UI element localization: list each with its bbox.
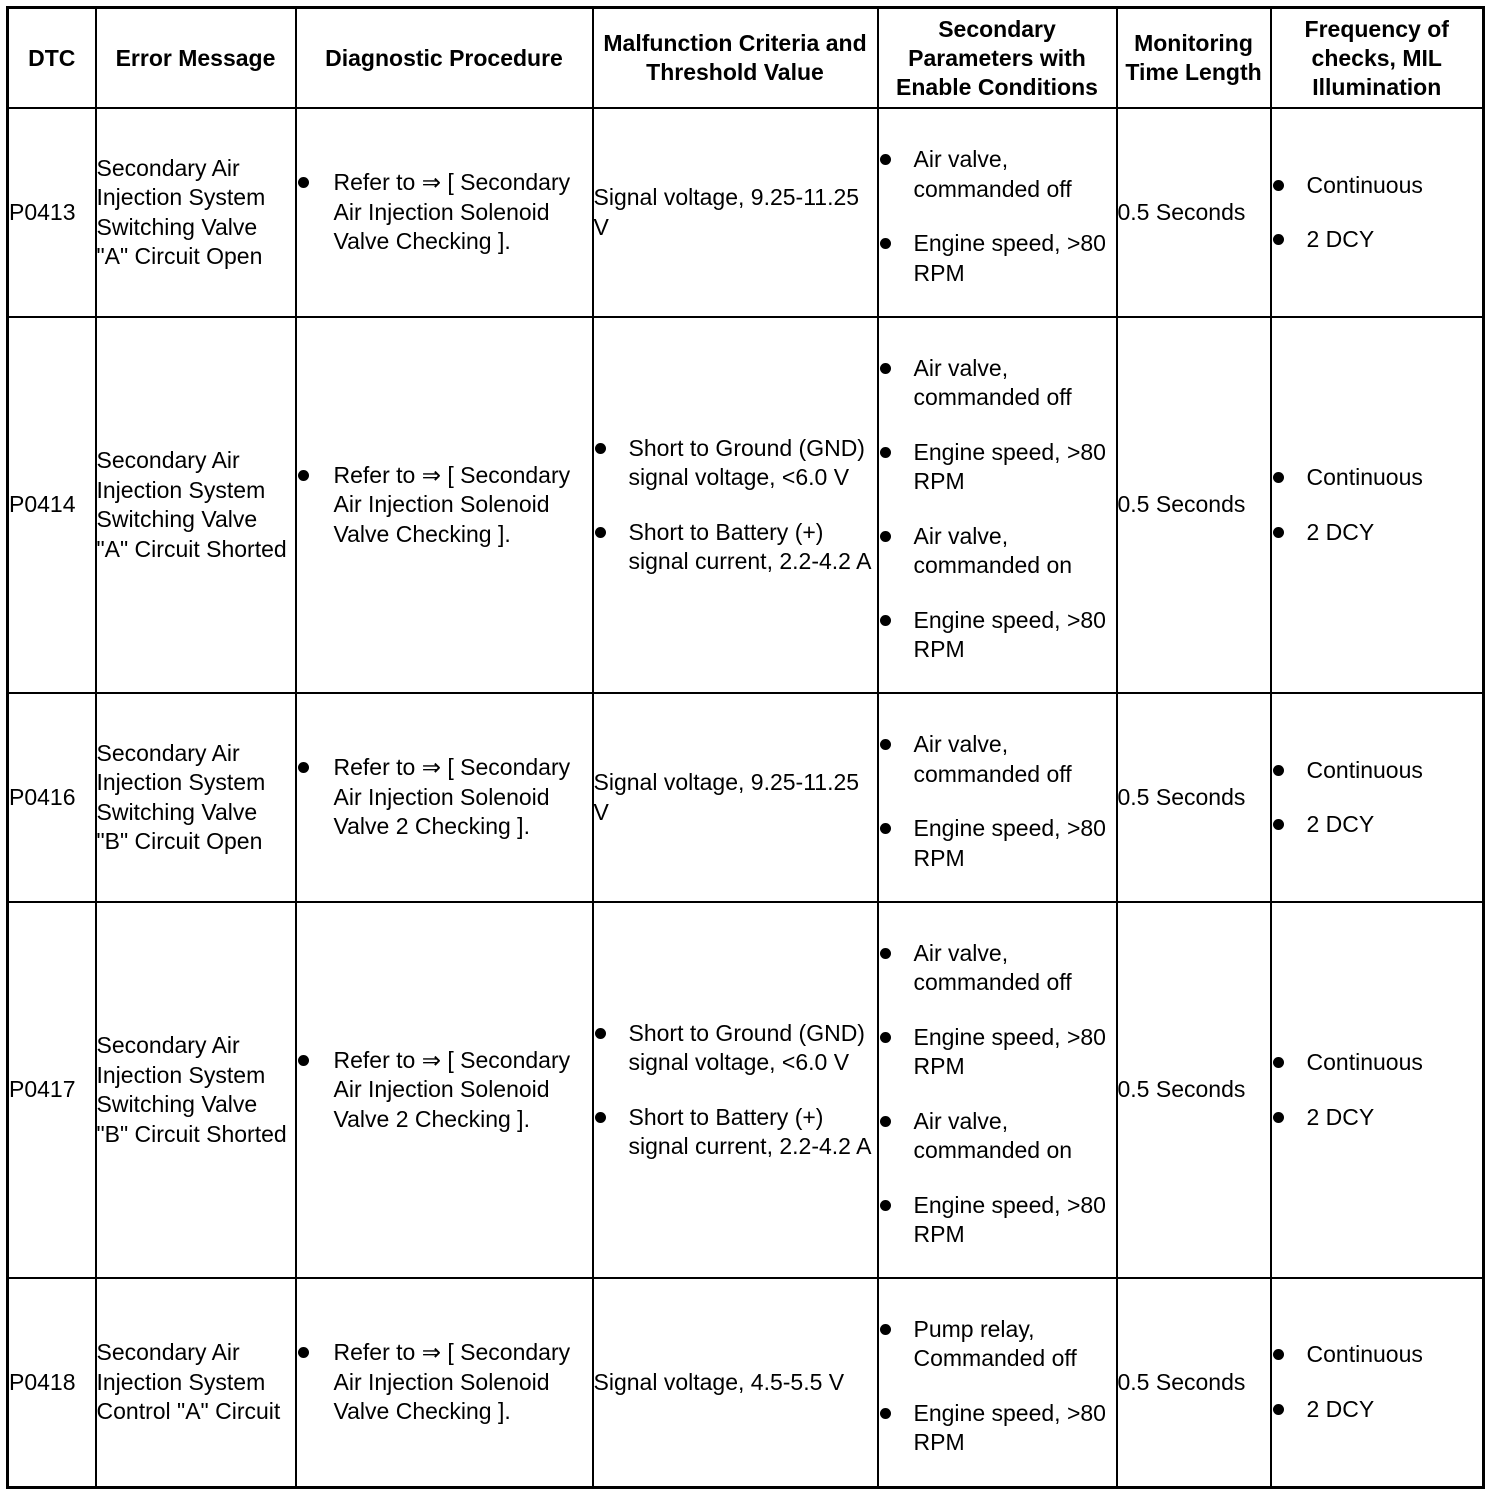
bullet-icon xyxy=(880,531,891,542)
procedure-item xyxy=(297,1046,592,1135)
bullet-icon xyxy=(298,1055,309,1066)
secondary-parameters-cell xyxy=(878,317,1117,693)
table-body xyxy=(8,108,1484,1487)
secondary-parameter-item-text: Air valve, commanded off xyxy=(913,731,1072,787)
frequency-cell xyxy=(1271,108,1484,317)
diagnostic-procedure-cell xyxy=(296,693,593,902)
frequency-item-text: Continuous xyxy=(1306,1049,1423,1075)
procedure-text: Refer to ⇒ [ Secondary Air Injection Solenoid Valve Checking ]. xyxy=(333,1339,571,1424)
bullet-icon xyxy=(1273,1404,1284,1415)
frequency-item-list xyxy=(1272,171,1483,255)
header-malfunction-criteria: Malfunction Criteria and Threshold Value xyxy=(593,8,878,109)
error-message-cell: Secondary Air Injection System Switching Valve "B" Circuit Shorted xyxy=(96,902,296,1278)
frequency-item xyxy=(1272,1395,1483,1425)
procedure-list xyxy=(297,753,592,842)
procedure-text: Refer to ⇒ [ Secondary Air Injection Solenoid Valve 2 Checking ]. xyxy=(333,1046,571,1132)
bullet-icon xyxy=(595,1112,606,1123)
secondary-parameter-item xyxy=(879,1023,1116,1082)
secondary-parameter-item-text: Air valve, commanded off xyxy=(913,939,1072,995)
malfunction-item-text: Short to Battery (+) signal current, 2.2-4.2 A xyxy=(628,1103,872,1159)
secondary-parameter-item-list xyxy=(879,137,1116,288)
dtc-code-cell: P0416 xyxy=(8,693,96,902)
frequency-item xyxy=(1272,756,1483,786)
secondary-parameter-item xyxy=(879,145,1116,204)
bullet-icon xyxy=(880,1408,891,1419)
secondary-parameter-item-text: Engine speed, >80 RPM xyxy=(913,438,1106,494)
table-row xyxy=(8,693,1484,902)
header-secondary-parameters: Secondary Parameters with Enable Conditions xyxy=(878,8,1117,109)
secondary-parameter-item xyxy=(879,606,1116,665)
bullet-icon xyxy=(1273,472,1284,483)
procedure-text: Refer to ⇒ [ Secondary Air Injection Solenoid Valve 2 Checking ]. xyxy=(333,754,571,840)
procedure-text: Refer to ⇒ [ Secondary Air Injection Solenoid Valve Checking ]. xyxy=(333,461,571,547)
secondary-parameter-item-text: Engine speed, >80 RPM xyxy=(913,606,1106,662)
malfunction-item-text: Short to Ground (GND) signal voltage, <6.0 V xyxy=(628,434,865,490)
secondary-parameter-item-list xyxy=(879,1307,1116,1458)
malfunction-item-list xyxy=(594,434,877,577)
bullet-icon xyxy=(880,1032,891,1043)
frequency-item-text: Continuous xyxy=(1306,1341,1423,1368)
dtc-code-cell: P0413 xyxy=(8,108,96,317)
secondary-parameter-item xyxy=(879,1399,1116,1458)
bullet-icon xyxy=(880,739,891,750)
frequency-item-list xyxy=(1272,756,1483,840)
bullet-icon xyxy=(1273,1112,1284,1123)
frequency-item xyxy=(1272,225,1483,255)
header-dtc: DTC xyxy=(8,8,96,109)
secondary-parameter-item-text: Air valve, commanded on xyxy=(913,1107,1073,1163)
secondary-parameter-item-text: Engine speed, >80 RPM xyxy=(913,1023,1106,1079)
malfunction-item xyxy=(594,518,877,577)
bullet-icon xyxy=(880,1324,891,1335)
frequency-item-list xyxy=(1272,1048,1483,1132)
frequency-item-text: Continuous xyxy=(1306,756,1423,783)
monitoring-time-cell: 0.5 Seconds xyxy=(1117,317,1271,693)
dtc-code-cell: P0418 xyxy=(8,1278,96,1487)
dtc-code-cell: P0414 xyxy=(8,317,96,693)
procedure-item xyxy=(297,168,592,257)
procedure-list xyxy=(297,461,592,550)
bullet-icon xyxy=(1273,527,1284,538)
malfunction-item xyxy=(594,1103,877,1162)
error-message-cell: Secondary Air Injection System Control "A" Circuit xyxy=(96,1278,296,1487)
secondary-parameter-item-text: Air valve, commanded on xyxy=(913,522,1073,578)
error-message-cell: Secondary Air Injection System Switching Valve "A" Circuit Open xyxy=(96,108,296,317)
secondary-parameter-item-list xyxy=(879,722,1116,873)
table-row xyxy=(8,1278,1484,1487)
procedure-list xyxy=(297,168,592,257)
frequency-item xyxy=(1272,171,1483,201)
secondary-parameter-item xyxy=(879,1315,1116,1374)
bullet-icon xyxy=(298,1347,309,1358)
error-message-cell: Secondary Air Injection System Switching Valve "A" Circuit Shorted xyxy=(96,317,296,693)
malfunction-criteria-cell xyxy=(593,317,878,693)
bullet-icon xyxy=(298,762,309,773)
bullet-icon xyxy=(595,527,606,538)
procedure-item xyxy=(297,1338,592,1427)
procedure-list xyxy=(297,1338,592,1427)
frequency-item xyxy=(1272,463,1483,493)
secondary-parameters-cell xyxy=(878,693,1117,902)
malfunction-criteria-cell: Signal voltage, 9.25-11.25 V xyxy=(593,693,878,902)
frequency-cell xyxy=(1271,902,1484,1278)
frequency-item-text: 2 DCY xyxy=(1306,1395,1375,1422)
bullet-icon xyxy=(880,823,891,834)
diagnostic-procedure-cell xyxy=(296,902,593,1278)
malfunction-criteria-cell xyxy=(593,902,878,1278)
frequency-item xyxy=(1272,518,1483,548)
bullet-icon xyxy=(880,154,891,165)
diagnostic-procedure-cell xyxy=(296,317,593,693)
bullet-icon xyxy=(880,1200,891,1211)
bullet-icon xyxy=(880,238,891,249)
header-row xyxy=(8,8,1484,109)
bullet-icon xyxy=(298,470,309,481)
table-row xyxy=(8,108,1484,317)
frequency-cell xyxy=(1271,693,1484,902)
header-diagnostic-procedure: Diagnostic Procedure xyxy=(296,8,593,109)
secondary-parameter-item-text: Air valve, commanded off xyxy=(913,146,1072,202)
bullet-icon xyxy=(1273,234,1284,245)
bullet-icon xyxy=(595,1028,606,1039)
secondary-parameter-item xyxy=(879,438,1116,497)
frequency-item-text: 2 DCY xyxy=(1306,811,1375,837)
dtc-table xyxy=(6,6,1485,1489)
monitoring-time-cell: 0.5 Seconds xyxy=(1117,902,1271,1278)
secondary-parameter-item-list xyxy=(879,346,1116,665)
frequency-cell xyxy=(1271,317,1484,693)
bullet-icon xyxy=(1273,819,1284,830)
secondary-parameter-item-text: Pump relay, Commanded off xyxy=(913,1315,1077,1372)
frequency-item-list xyxy=(1272,463,1483,547)
secondary-parameter-item-text: Engine speed, >80 RPM xyxy=(913,815,1106,871)
bullet-icon xyxy=(1273,180,1284,191)
malfunction-criteria-cell: Signal voltage, 9.25-11.25 V xyxy=(593,108,878,317)
secondary-parameter-item xyxy=(879,522,1116,581)
table-header xyxy=(8,8,1484,109)
secondary-parameter-item-text: Engine speed, >80 RPM xyxy=(913,230,1106,286)
secondary-parameter-item-list xyxy=(879,931,1116,1250)
bullet-icon xyxy=(880,447,891,458)
frequency-item xyxy=(1272,1340,1483,1370)
monitoring-time-cell: 0.5 Seconds xyxy=(1117,108,1271,317)
secondary-parameter-item xyxy=(879,229,1116,288)
secondary-parameter-item xyxy=(879,939,1116,998)
secondary-parameter-item-text: Engine speed, >80 RPM xyxy=(913,1191,1106,1247)
procedure-text: Refer to ⇒ [ Secondary Air Injection Solenoid Valve Checking ]. xyxy=(333,169,571,255)
monitoring-time-cell: 0.5 Seconds xyxy=(1117,693,1271,902)
frequency-item-text: Continuous xyxy=(1306,464,1423,490)
secondary-parameter-item xyxy=(879,1191,1116,1250)
bullet-icon xyxy=(880,615,891,626)
bullet-icon xyxy=(880,363,891,374)
dtc-code-cell: P0417 xyxy=(8,902,96,1278)
malfunction-item-text: Short to Ground (GND) signal voltage, <6.0 V xyxy=(628,1019,865,1075)
header-error-message: Error Message xyxy=(96,8,296,109)
secondary-parameter-item xyxy=(879,354,1116,413)
frequency-item-text: 2 DCY xyxy=(1306,226,1375,252)
secondary-parameters-cell xyxy=(878,902,1117,1278)
bullet-icon xyxy=(880,948,891,959)
secondary-parameter-item-text: Engine speed, >80 RPM xyxy=(913,1399,1106,1456)
malfunction-item-list xyxy=(594,1019,877,1162)
header-monitoring-time: Monitoring Time Length xyxy=(1117,8,1271,109)
secondary-parameter-item xyxy=(879,730,1116,789)
diagnostic-procedure-cell xyxy=(296,108,593,317)
secondary-parameter-item xyxy=(879,814,1116,873)
diagnostic-procedure-cell xyxy=(296,1278,593,1487)
frequency-item-list xyxy=(1272,1340,1483,1424)
header-frequency: Frequency of checks, MIL Illumination xyxy=(1271,8,1484,109)
malfunction-item-text: Short to Battery (+) signal current, 2.2-4.2 A xyxy=(628,518,872,574)
frequency-item-text: Continuous xyxy=(1306,171,1423,198)
bullet-icon xyxy=(1273,765,1284,776)
bullet-icon xyxy=(1273,1349,1284,1360)
secondary-parameters-cell xyxy=(878,108,1117,317)
frequency-item-text: 2 DCY xyxy=(1306,518,1375,545)
procedure-item xyxy=(297,461,592,550)
frequency-item xyxy=(1272,1048,1483,1078)
malfunction-criteria-cell: Signal voltage, 4.5-5.5 V xyxy=(593,1278,878,1487)
frequency-item xyxy=(1272,810,1483,840)
malfunction-item xyxy=(594,1019,877,1078)
bullet-icon xyxy=(595,443,606,454)
malfunction-item xyxy=(594,434,877,493)
error-message-cell: Secondary Air Injection System Switching Valve "B" Circuit Open xyxy=(96,693,296,902)
bullet-icon xyxy=(298,177,309,188)
bullet-icon xyxy=(1273,1057,1284,1068)
procedure-item xyxy=(297,753,592,842)
bullet-icon xyxy=(880,1116,891,1127)
frequency-item xyxy=(1272,1103,1483,1133)
secondary-parameter-item xyxy=(879,1107,1116,1166)
procedure-list xyxy=(297,1046,592,1135)
secondary-parameter-item-text: Air valve, commanded off xyxy=(913,354,1072,410)
table-row xyxy=(8,317,1484,693)
frequency-cell xyxy=(1271,1278,1484,1487)
table-row xyxy=(8,902,1484,1278)
monitoring-time-cell: 0.5 Seconds xyxy=(1117,1278,1271,1487)
secondary-parameters-cell xyxy=(878,1278,1117,1487)
frequency-item-text: 2 DCY xyxy=(1306,1103,1375,1130)
